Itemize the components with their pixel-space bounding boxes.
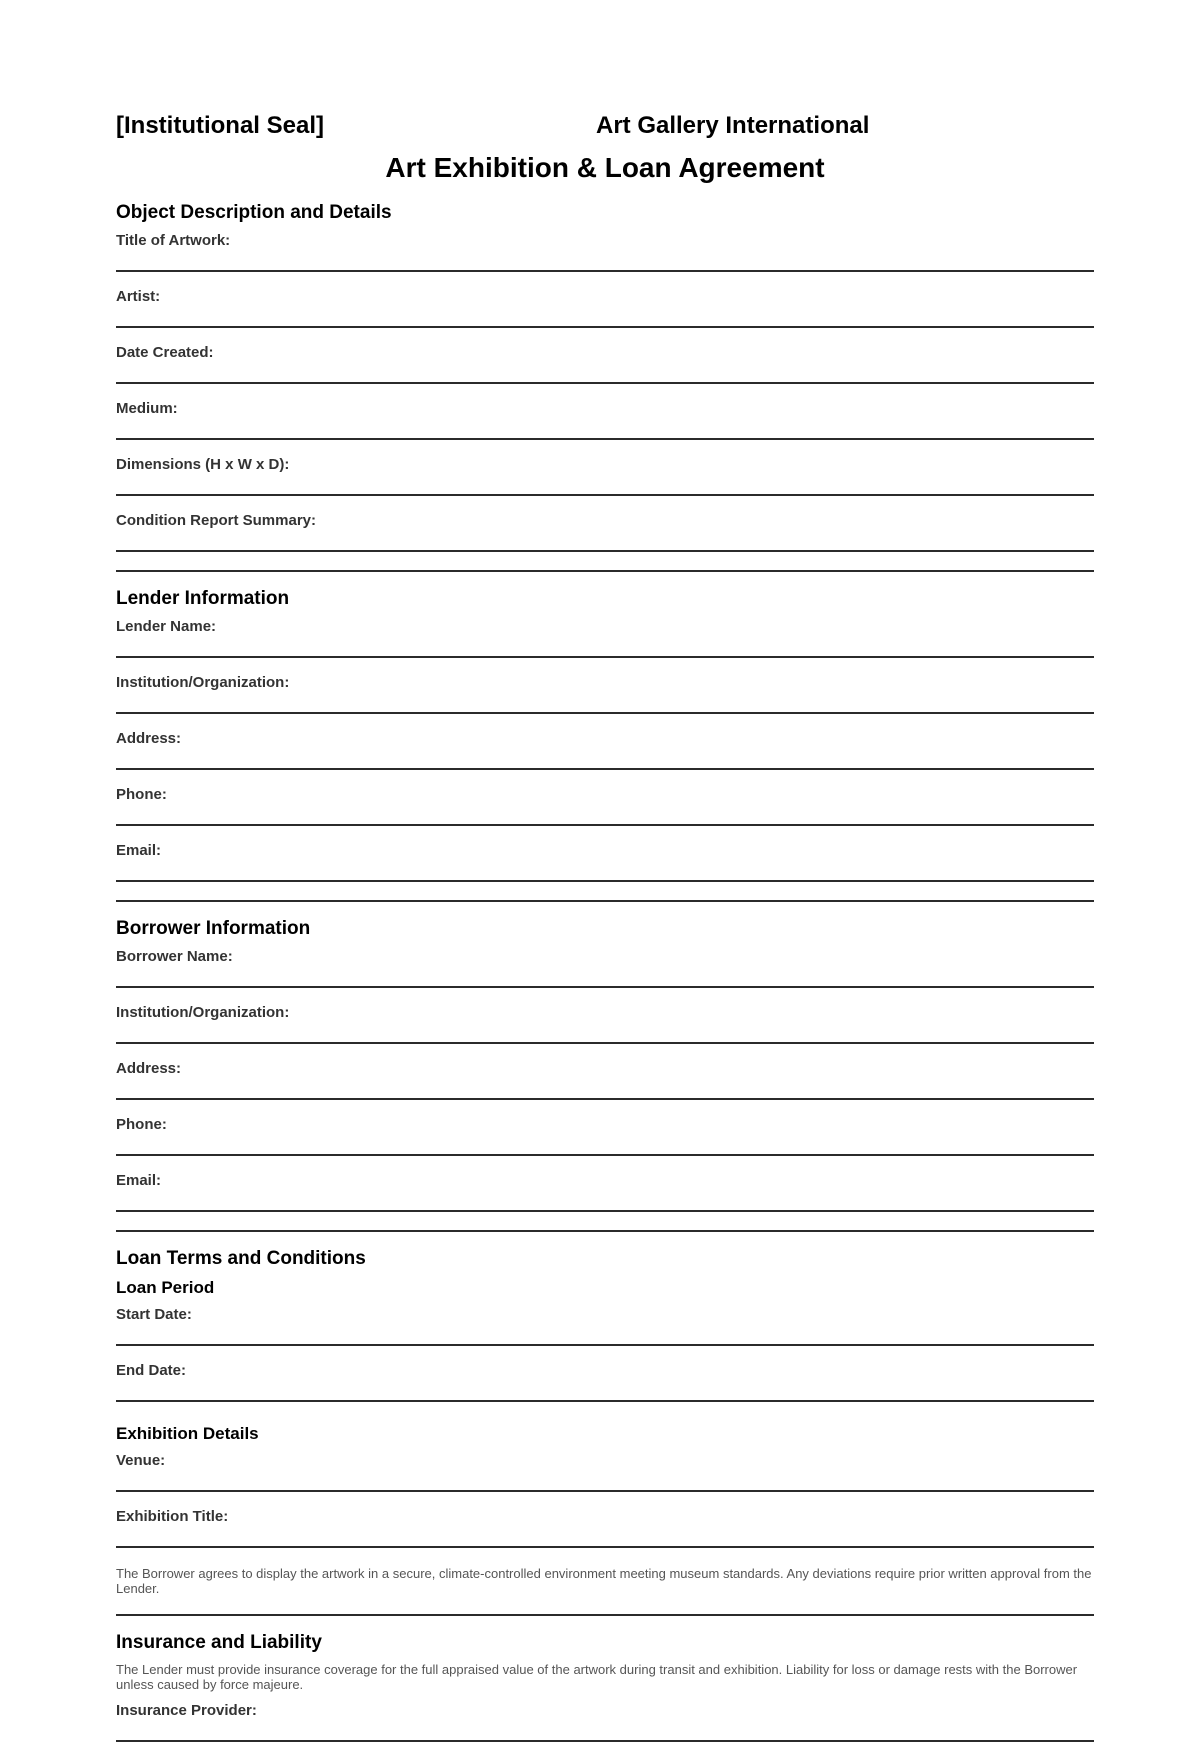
section-divider xyxy=(116,1614,1094,1616)
field-label: Email: xyxy=(116,1172,162,1189)
fill-in-line[interactable] xyxy=(116,438,1094,440)
field-label: Condition Report Summary: xyxy=(116,512,317,529)
fill-in-line[interactable] xyxy=(116,326,1094,328)
field-lender-email[interactable] xyxy=(116,842,1094,898)
insurance-liability-section xyxy=(116,1632,1094,1758)
borrower-information-section xyxy=(116,918,1094,1228)
fill-in-line[interactable] xyxy=(116,986,1094,988)
section-heading: Loan Terms and Conditions xyxy=(116,1248,366,1269)
section-divider xyxy=(116,570,1094,572)
field-borrower-phone[interactable] xyxy=(116,1116,1094,1172)
fill-in-line[interactable] xyxy=(116,1490,1094,1492)
fill-in-line[interactable] xyxy=(116,1546,1094,1548)
fill-in-line[interactable] xyxy=(116,880,1094,882)
field-exhibition-title[interactable] xyxy=(116,1508,1094,1564)
field-title-of-artwork[interactable] xyxy=(116,232,1094,288)
field-label: Borrower Name: xyxy=(116,948,233,965)
field-label: Institution/Organization: xyxy=(116,1004,290,1021)
fill-in-line[interactable] xyxy=(116,1098,1094,1100)
institutional-seal: [Institutional Seal] xyxy=(116,112,325,139)
section-divider xyxy=(116,900,1094,902)
field-borrower-email[interactable] xyxy=(116,1172,1094,1228)
exhibition-details-heading: Exhibition Details xyxy=(116,1424,259,1443)
object-description-section xyxy=(116,202,1094,568)
section-divider xyxy=(116,1230,1094,1232)
field-label: Exhibition Title: xyxy=(116,1508,229,1525)
field-label: Venue: xyxy=(116,1452,166,1469)
field-artist[interactable] xyxy=(116,288,1094,344)
field-label: Lender Name: xyxy=(116,618,217,635)
organization-name: Art Gallery International xyxy=(596,112,870,139)
agreement-document xyxy=(116,112,1094,1758)
fill-in-line[interactable] xyxy=(116,1042,1094,1044)
field-label: Phone: xyxy=(116,786,167,803)
fill-in-line[interactable] xyxy=(116,1344,1094,1346)
field-insurance-provider[interactable] xyxy=(116,1702,1094,1758)
field-dimensions[interactable] xyxy=(116,456,1094,512)
field-borrower-name[interactable] xyxy=(116,948,1094,1004)
display-conditions-note: The Borrower agrees to display the artwork in a secure, climate-controlled environment meeting museum standards. Any deviations require prior written approval from the Lender. xyxy=(116,1566,1092,1596)
field-venue[interactable] xyxy=(116,1452,1094,1508)
loan-period-heading: Loan Period xyxy=(116,1278,215,1297)
fill-in-line[interactable] xyxy=(116,1154,1094,1156)
section-heading: Insurance and Liability xyxy=(116,1632,322,1653)
field-end-date[interactable] xyxy=(116,1362,1094,1418)
field-borrower-address[interactable] xyxy=(116,1060,1094,1116)
fill-in-line[interactable] xyxy=(116,712,1094,714)
field-label: Insurance Provider: xyxy=(116,1702,257,1719)
field-start-date[interactable] xyxy=(116,1306,1094,1362)
section-heading: Borrower Information xyxy=(116,918,311,939)
fill-in-line[interactable] xyxy=(116,824,1094,826)
document-header xyxy=(116,112,1094,146)
field-condition-report-summary[interactable] xyxy=(116,512,1094,568)
field-date-created[interactable] xyxy=(116,344,1094,400)
field-lender-phone[interactable] xyxy=(116,786,1094,842)
fill-in-line[interactable] xyxy=(116,494,1094,496)
fill-in-line[interactable] xyxy=(116,768,1094,770)
fill-in-line[interactable] xyxy=(116,1740,1094,1742)
fill-in-line[interactable] xyxy=(116,1210,1094,1212)
field-lender-name[interactable] xyxy=(116,618,1094,674)
field-lender-institution[interactable] xyxy=(116,674,1094,730)
field-label: Email: xyxy=(116,842,162,859)
document-title: Art Exhibition & Loan Agreement xyxy=(385,152,825,183)
field-label: Institution/Organization: xyxy=(116,674,290,691)
field-label: Start Date: xyxy=(116,1306,192,1323)
fill-in-line[interactable] xyxy=(116,656,1094,658)
field-label: End Date: xyxy=(116,1362,187,1379)
fill-in-line[interactable] xyxy=(116,382,1094,384)
loan-terms-section xyxy=(116,1248,1094,1596)
field-label: Address: xyxy=(116,1060,182,1077)
field-lender-address[interactable] xyxy=(116,730,1094,786)
field-label: Artist: xyxy=(116,288,161,305)
field-label: Date Created: xyxy=(116,344,214,361)
field-borrower-institution[interactable] xyxy=(116,1004,1094,1060)
field-label: Phone: xyxy=(116,1116,167,1133)
fill-in-line[interactable] xyxy=(116,550,1094,552)
section-heading: Lender Information xyxy=(116,588,290,609)
section-heading: Object Description and Details xyxy=(116,202,392,223)
field-label: Title of Artwork: xyxy=(116,232,231,249)
field-label: Dimensions (H x W x D): xyxy=(116,456,290,473)
lender-information-section xyxy=(116,588,1094,898)
fill-in-line[interactable] xyxy=(116,1400,1094,1402)
fill-in-line[interactable] xyxy=(116,270,1094,272)
field-label: Address: xyxy=(116,730,182,747)
field-medium[interactable] xyxy=(116,400,1094,456)
insurance-note: The Lender must provide insurance coverage for the full appraised value of the artwork during transit and exhibition. Liability for loss or damage rests with the Borrower unless caused by force majeure. xyxy=(116,1662,1078,1692)
field-label: Medium: xyxy=(116,400,178,417)
